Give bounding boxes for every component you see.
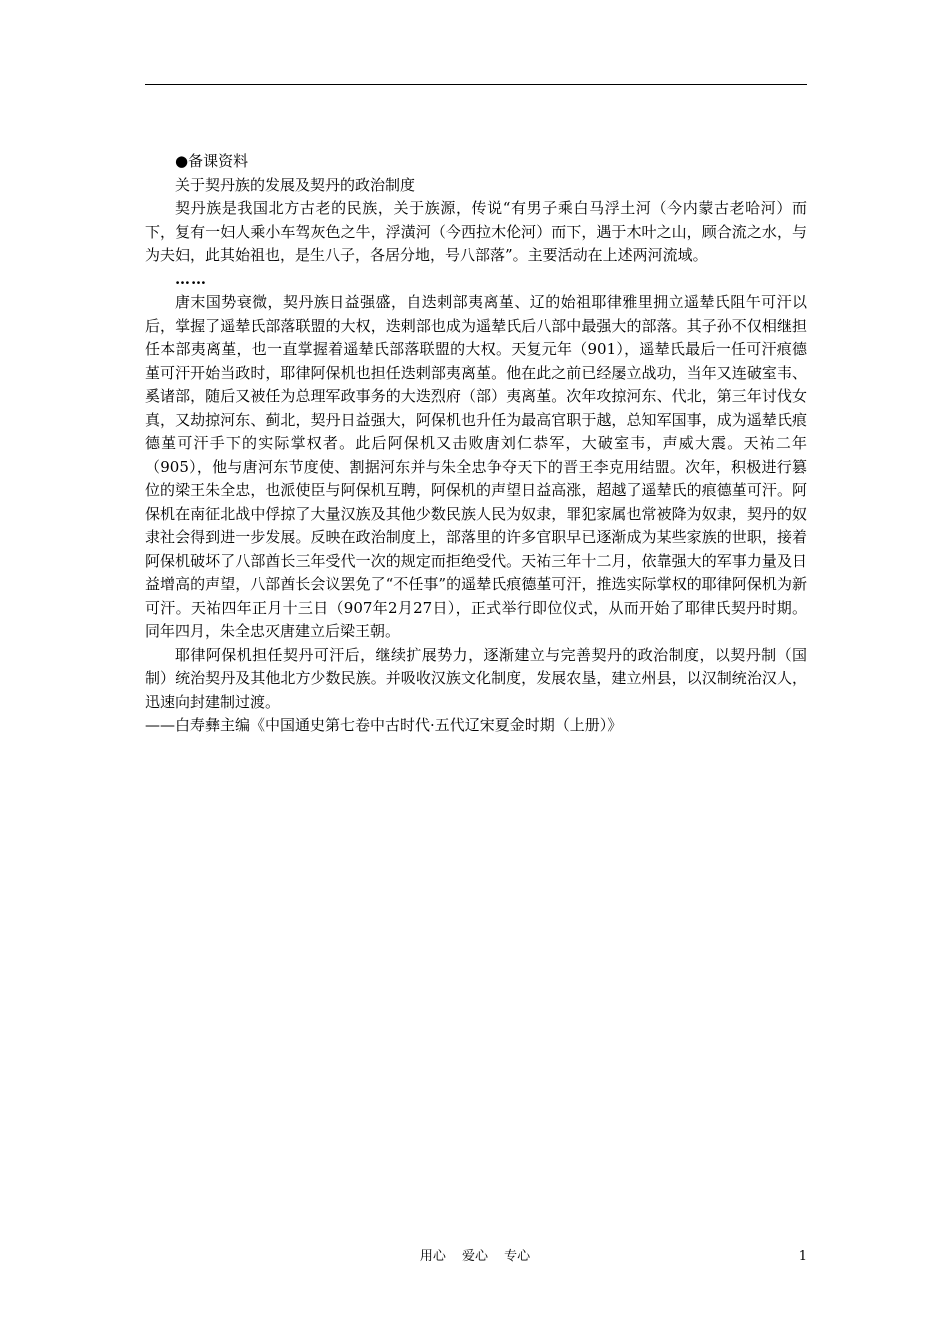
footer-motto: 用心 (419, 1249, 446, 1264)
paragraph-origin: 契丹族是我国北方古老的民族，关于族源，传说“有男子乘白马浮土河（今内蒙古老哈河）而下，复有一妇人乘小车驾灰色之牛，浮潢河（今西拉木伦河）而下，遇于木叶之山，顾合流之水，与为夫妇，此其始祖也，是生八子，各居分地，号八部落”。主要活动在上述两河流域。 (145, 199, 807, 264)
document-title: 关于契丹族的发展及契丹的政治制度 (175, 175, 416, 194)
header-rule (145, 84, 807, 85)
document-body (145, 150, 807, 738)
footer-motto: 爱心 (461, 1249, 488, 1264)
section-heading: ●备课资料 (175, 152, 249, 170)
footer-motto: 专心 (504, 1249, 531, 1264)
ellipsis-break: …… (175, 269, 207, 288)
citation: ——白寿彝主编《中国通史第七卷中古时代·五代辽宋夏金时期（上册）》 (145, 716, 623, 734)
footer-mottos (0, 1249, 950, 1265)
page-number: 1 (798, 1249, 807, 1264)
paragraph-rise: 唐末国势衰微，契丹族日益强盛，自迭剌部夷离堇、辽的始祖耶律雅里拥立遥辇氏阻午可汗以后，掌握了遥辇氏部落联盟的大权，迭剌部也成为遥辇氏后八部中最强大的部落。其子孙不仅相继担任本部夷离堇，也一直掌握着遥辇氏部落联盟的大权。天复元年（901），遥辇氏最后一任可汗痕德堇可汗开始当政时，耶律阿保机也担任迭剌部夷离堇。他在此之前已经屡立战功，当年又连破室韦、奚诸部，随后又被任为总理军政事务的大迭烈府（部）夷离堇。次年攻掠河东、代北，第三年讨伐女真，又劫掠河东、蓟北，契丹日益强大，阿保机也升任为最高官职于越，总知军国事，成为遥辇氏痕德堇可汗手下的实际掌权者。此后阿保机又击败唐刘仁恭军，大破室韦，声威大震。天祐二年（905），他与唐河东节度使、割据河东并与朱全忠争夺天下的晋王李克用结盟。次年，积极进行篡位的梁王朱全忠，也派使臣与阿保机互聘，阿保机的声望日益高涨，超越了遥辇氏的痕德堇可汗。阿保机在南征北战中俘掠了大量汉族及其他少数民族人民为奴隶，罪犯家属也常被降为奴隶，契丹的奴隶社会得到进一步发展。反映在政治制度上，部落里的许多官职早已逐渐成为某些家族的世职，接着阿保机破坏了八部酋长三年受代一次的规定而拒绝受代。天祐三年十二月，依靠强大的军事力量及日益增高的声望，八部酋长会议罢免了“不任事”的遥辇氏痕德堇可汗，推选实际掌权的耶律阿保机为新可汗。天祐四年正月十三日（907年2月27日），正式举行即位仪式，从而开始了耶律氏契丹时期。同年四月，朱全忠灭唐建立后梁王朝。 (145, 293, 807, 640)
paragraph-system: 耶律阿保机担任契丹可汗后，继续扩展势力，逐渐建立与完善契丹的政治制度，以契丹制（国制）统治契丹及其他北方少数民族。并吸收汉族文化制度，发展农垦，建立州县，以汉制统治汉人，迅速向封建制过渡。 (145, 645, 807, 711)
